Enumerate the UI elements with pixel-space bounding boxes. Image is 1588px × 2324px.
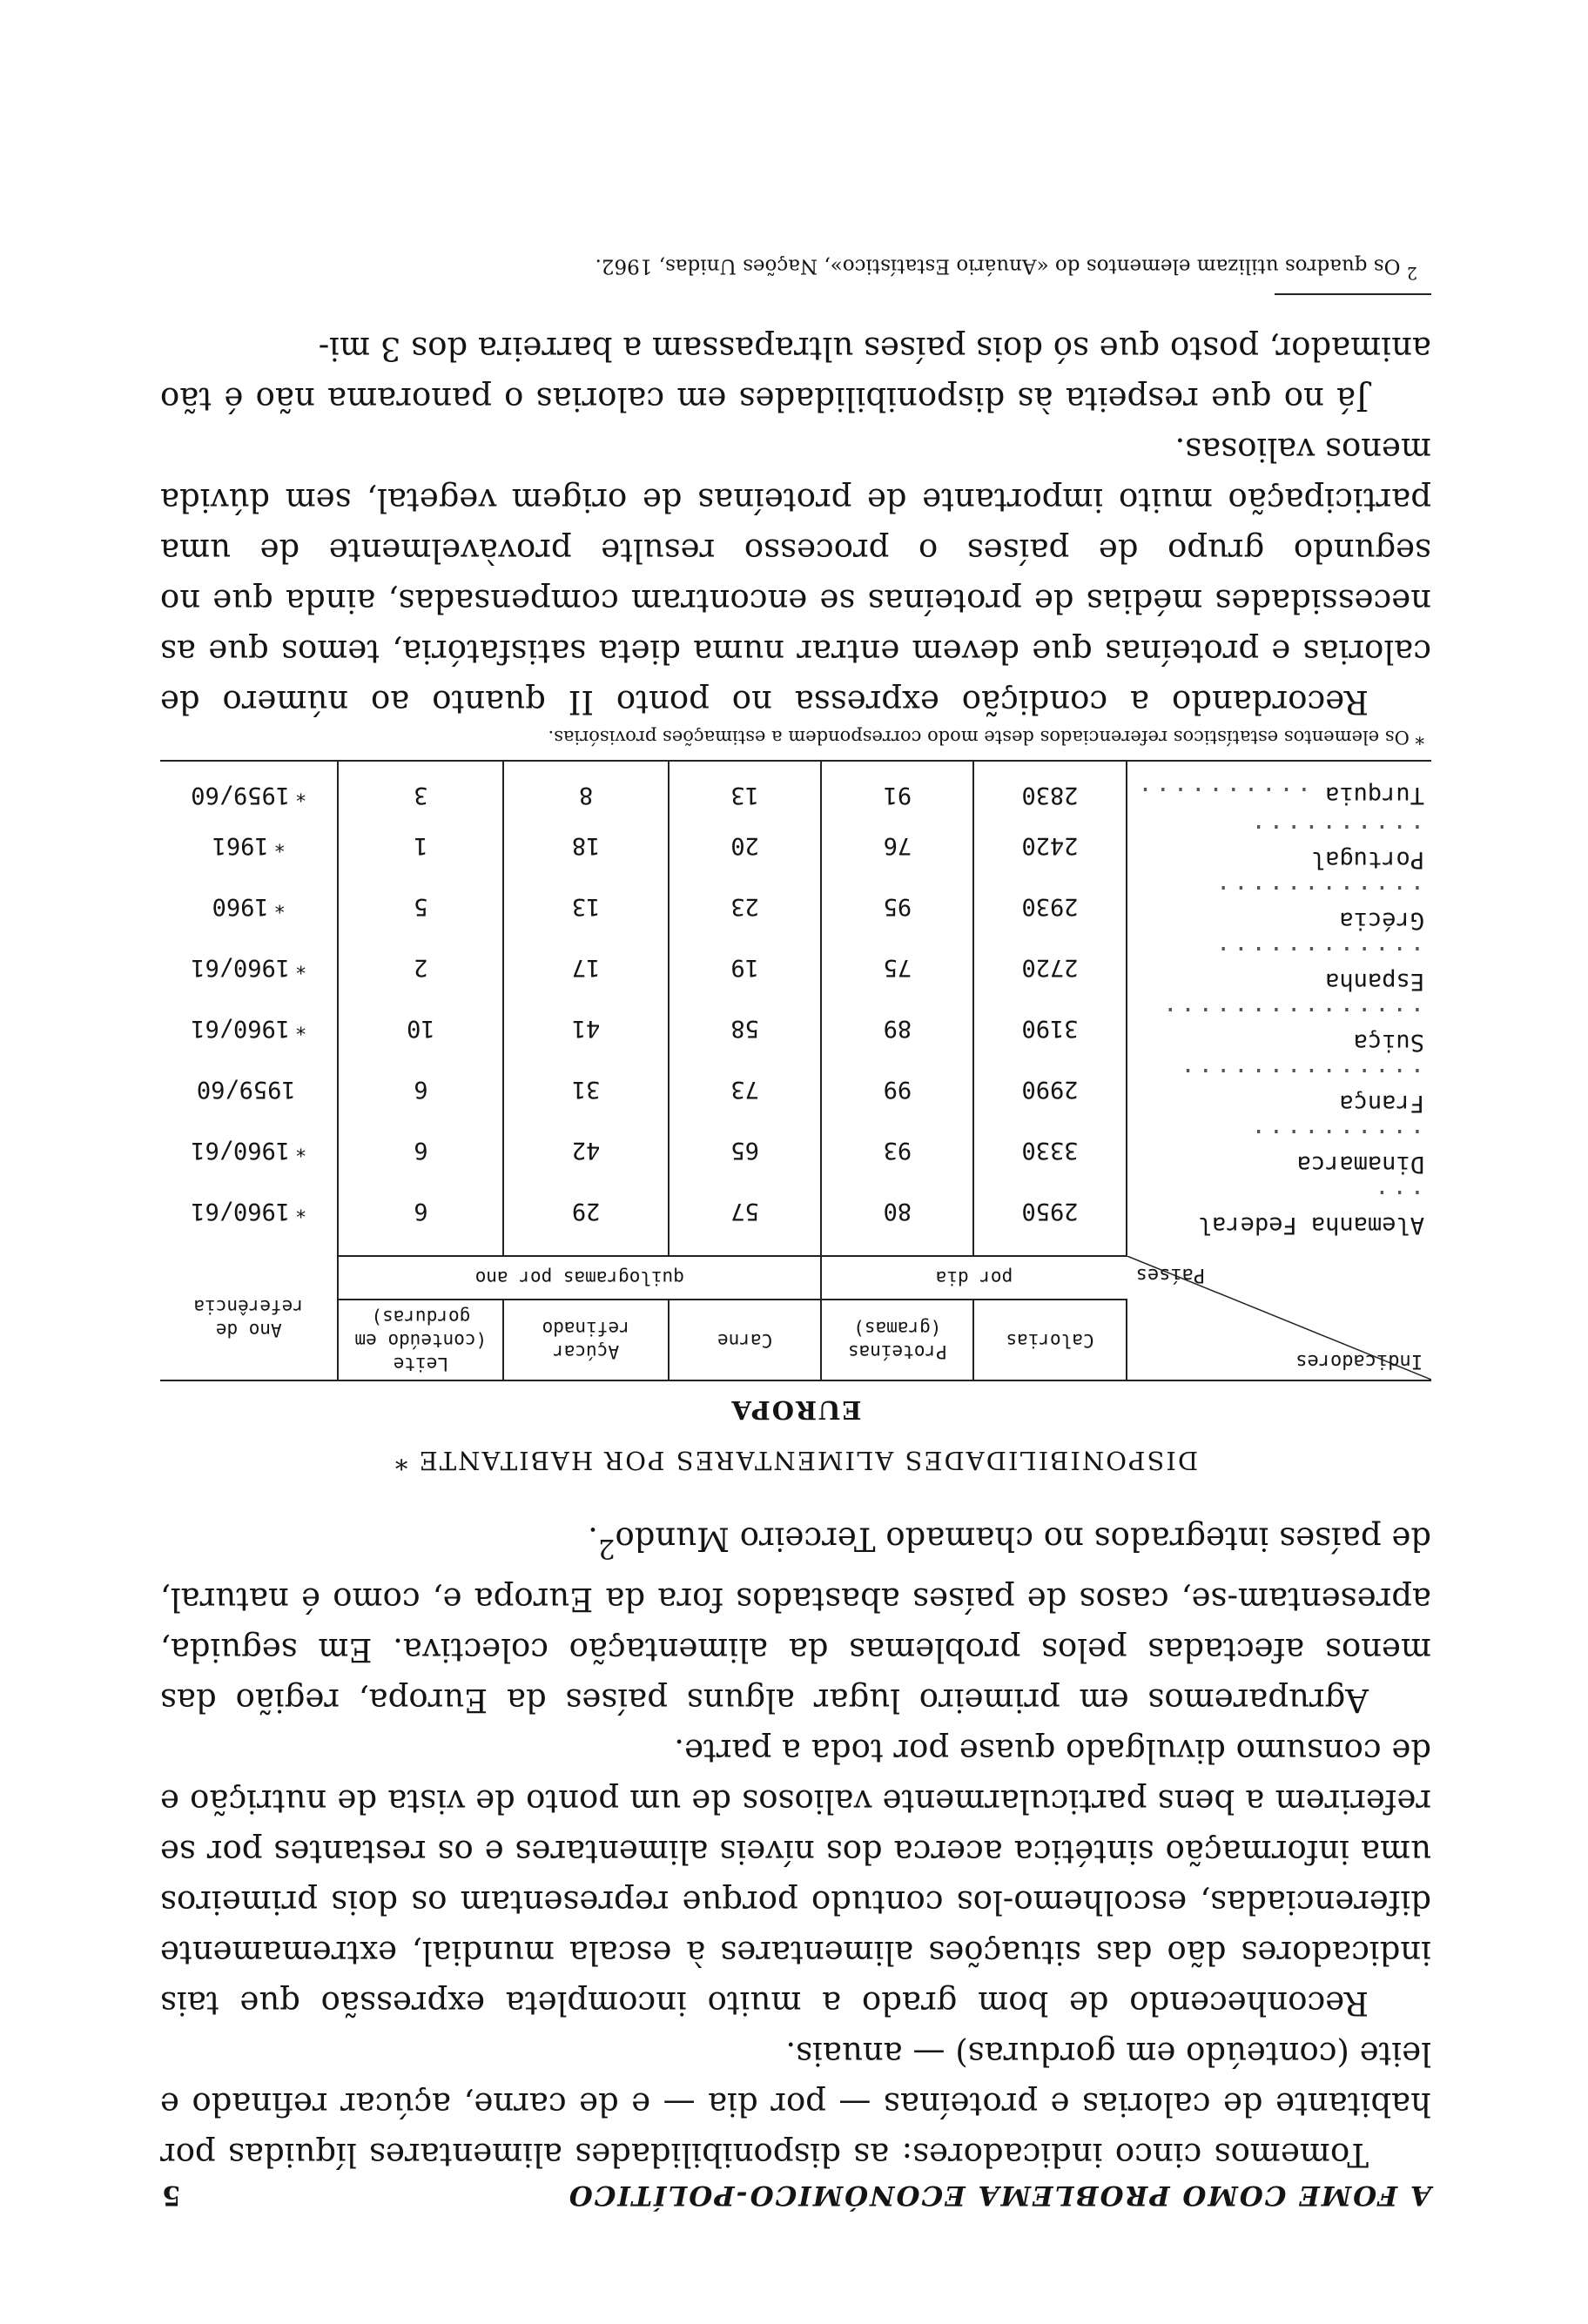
page-number: 5 [160,2180,181,2211]
country-name: Espanha [1325,967,1424,995]
provisional-asterisk: * [295,1016,307,1038]
year-cell [160,761,338,816]
country-cell [1127,998,1431,1059]
paragraph-4: Recordando a condição expressa no ponto II quanto ao número de calorias e proteínas que devem entrar numa dieta satisfatória, temos que as necessidades médias de proteínas se encontram compensadas, ainda que no segundo grupo de países o processo resulte provàvelmente de uma participação muito importante de proteínas de origem vegetal, sem dúvida menos valiosas. [160,430,1431,721]
country-leader-dots: .......... [1248,818,1424,846]
year-cell [160,937,338,998]
col-header-leite: Leite (conteúdo em gorduras) [338,1300,503,1380]
value-calorias: 2990 [973,1059,1126,1120]
value-acucar: 13 [503,877,669,937]
value-carne: 13 [669,761,821,816]
reference-year: 1960/61 [191,1198,290,1226]
corner-label-top: Indicadores [1295,1349,1423,1372]
provisional-asterisk: * [295,1199,307,1221]
value-calorias: 2830 [973,761,1126,816]
reference-year: 1960/61 [191,1137,290,1165]
book-page [160,254,1431,2211]
country-cell [1127,1059,1431,1120]
country-name: Dinamarca [1296,1150,1424,1178]
value-acucar: 17 [503,937,669,998]
col-header-calorias: Calorias [973,1300,1126,1380]
country-cell [1127,937,1431,998]
value-leite: 10 [338,998,503,1059]
country-cell [1127,877,1431,937]
table-note: * Os elementos estatísticos referenciados deste modo correspondem a estimações provisórias. [548,726,1424,748]
country-leader-dots: .............. [1177,1062,1424,1090]
value-leite: 1 [338,816,503,877]
year-cell [160,1181,338,1256]
country-leader-dots: .......... [1134,782,1311,809]
value-proteinas: 89 [821,998,973,1059]
col-header-carne: Carne [669,1300,821,1380]
value-carne: 19 [669,937,821,998]
footnote-rule [1275,293,1431,295]
provisional-asterisk: * [295,955,307,977]
footnote-mark: 2 [1406,262,1417,283]
country-name: Portugal [1310,845,1424,873]
value-carne: 57 [669,1181,821,1256]
value-proteinas: 93 [821,1120,973,1181]
unit-per-day: por dia [821,1256,1126,1300]
year-cell [160,1120,338,1181]
year-cell [160,816,338,877]
provisional-asterisk: * [295,783,307,805]
value-calorias: 3190 [973,998,1126,1059]
col-header-ano: Ano de referência [160,1256,338,1380]
value-calorias: 3330 [973,1120,1126,1181]
table-title: DISPONIBILIDADES ALIMENTARES POR HABITANTE * [393,1445,1199,1475]
value-proteinas: 99 [821,1059,973,1120]
country-leader-dots: ... [1371,1184,1424,1212]
table-row [160,1059,1431,1120]
year-cell [160,1059,338,1120]
food-availability-table [160,760,1431,1381]
footnote-text: Os quadros utilizam elementos do «Anuário Estatístico», Nações Unidas, 1962. [595,254,1401,278]
country-name: França [1339,1089,1424,1117]
value-proteinas: 95 [821,877,973,937]
value-leite: 2 [338,937,503,998]
footnote-ref: 2 [597,1533,616,1564]
value-acucar: 31 [503,1059,669,1120]
paragraph-5: Já no que respeita às disponibilidades em calorias o panorama não é tão animador, posto que só dois países ultrapassam a barreira dos 3 mi- [160,329,1431,418]
value-calorias: 2420 [973,816,1126,877]
value-calorias: 2720 [973,937,1126,998]
running-head [160,2180,1431,2211]
paragraph-2: Reconhecendo de bom grado a muito incompleta expressão que tais indicadores dão das situações alimentares à escala mundial, extremamente diferenciadas, escolhemo-los contudo porque representam os dois primeiros uma informação sintética acerca dos níveis alimentares e os restantes por se referirem a bens particularmente valiosos de um ponto de vista de nutrição e de consumo divulgado quase por toda a parte. [160,1732,1431,2022]
running-head-title: A FOME COMO PROBLEMA ECONÓMICO-POLÍTICO [567,2180,1431,2211]
table-corner-cell [1127,1256,1431,1380]
value-carne: 58 [669,998,821,1059]
corner-label-bottom: Países [1135,1263,1206,1286]
provisional-asterisk: * [295,1138,307,1160]
paragraph-3 [160,1514,1431,1725]
country-cell [1127,761,1431,816]
country-cell [1127,816,1431,877]
value-acucar: 29 [503,1181,669,1256]
value-leite: 5 [338,877,503,937]
col-header-acucar: Açúcar refinado [503,1300,669,1380]
reference-year: 1959/60 [196,1076,296,1104]
provisional-asterisk: * [273,894,286,917]
footnote [160,254,1431,283]
country-name: Turquia [1325,782,1424,809]
value-proteinas: 80 [821,1181,973,1256]
table-row [160,877,1431,937]
value-acucar: 18 [503,816,669,877]
col-header-proteinas: Proteínas (gramas) [821,1300,973,1380]
table-row [160,1120,1431,1181]
reference-year: 1959/60 [191,782,290,809]
reference-year: 1960 [212,893,269,921]
paragraph-3-end: . [588,1520,598,1558]
value-carne: 23 [669,877,821,937]
year-cell [160,877,338,937]
table-row [160,816,1431,877]
value-leite: 6 [338,1120,503,1181]
value-leite: 6 [338,1059,503,1120]
value-proteinas: 91 [821,761,973,816]
value-acucar: 42 [503,1120,669,1181]
country-name: Alemanha Federal [1197,1211,1424,1239]
country-cell [1127,1181,1431,1256]
unit-kg-per-year: quilogramas por ano [338,1256,821,1300]
country-leader-dots: ............ [1212,940,1424,968]
paragraph-3-text: Agruparemos em primeiro lugar alguns países da Europa, região das menos afectadas pelos problemas da alimentação colectiva. Em seguida, apresentam-se, casos de países abastados fora da Europa e, como é natural, de países integrados no chamado Terceiro Mundo [160,1520,1431,1719]
value-proteinas: 75 [821,937,973,998]
value-carne: 20 [669,816,821,877]
table-row [160,998,1431,1059]
reference-year: 1960/61 [191,1015,290,1043]
value-acucar: 41 [503,998,669,1059]
value-calorias: 2950 [973,1181,1126,1256]
value-calorias: 2930 [973,877,1126,937]
year-cell [160,998,338,1059]
country-cell [1127,1120,1431,1181]
country-leader-dots: .......... [1248,1123,1424,1151]
paragraph-1: Tomemos cinco indicadores: as disponibilidades alimentares líquidas por habitante de calorias e proteínas — por dia — e de carne, açúcar refinado e leite (conteúdo em gorduras) — anuais. [160,2035,1431,2173]
table-row [160,761,1431,816]
provisional-asterisk: * [273,833,286,856]
reference-year: 1960/61 [191,954,290,982]
value-leite: 3 [338,761,503,816]
table-body [160,761,1431,1256]
country-leader-dots: ............... [1160,1001,1424,1029]
country-name: Grécia [1339,906,1424,934]
value-carne: 73 [669,1059,821,1120]
value-acucar: 8 [503,761,669,816]
table-row [160,1181,1431,1256]
country-name: Suiça [1353,1028,1424,1056]
reference-year: 1961 [212,832,269,860]
value-leite: 6 [338,1181,503,1256]
value-carne: 65 [669,1120,821,1181]
table-region: EUROPA [730,1394,862,1425]
table-row [160,937,1431,998]
country-leader-dots: ............ [1212,879,1424,907]
value-proteinas: 76 [821,816,973,877]
